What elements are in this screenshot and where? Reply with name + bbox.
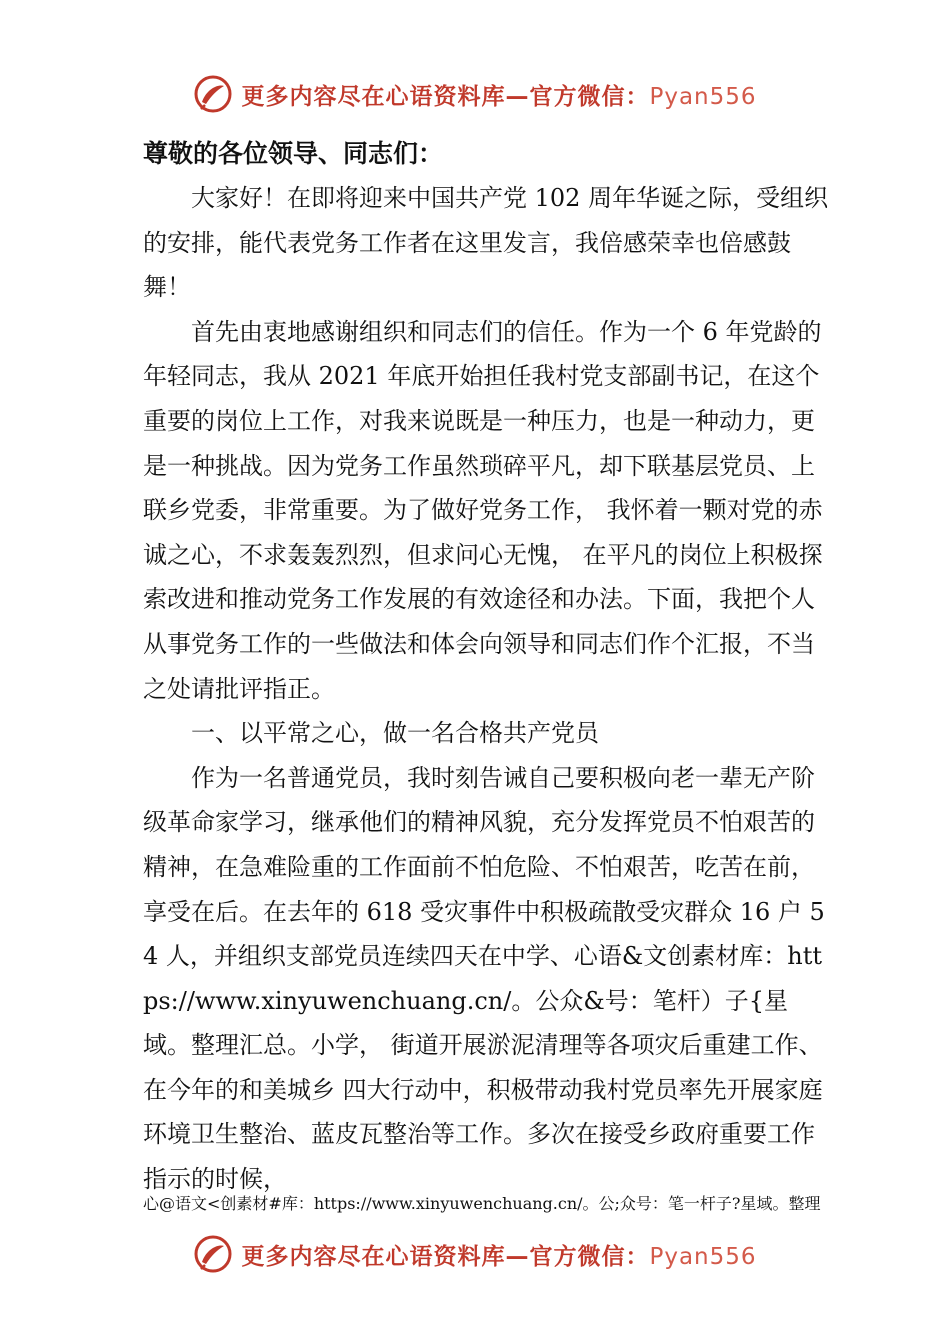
paragraph-thanks: 首先由衷地感谢组织和同志们的信任。作为一个 6 年党龄的年轻同志，我从 2021 年底开始担任我村党支部副书记，在这个重要的岗位上工作，对我来说既是一种压力，也是一种动力，更是一种挑战。因为党务工作虽然琐碎平凡，却下联基层党员、上联乡党委，非常重要。为了做好党务工作， 我怀着一颗对党的赤诚之心，不求轰轰烈烈，但求问心无愧， 在平凡的岗位上积极探索改进和推动党务工作发展的有效途径和办法。下面，我把个人从事党务工作的一些做法和体会向领导和同志们作个汇报，不当之处请批评指正。 [143,317,823,703]
banner-main-text: 更多内容尽在心语资料库—官方微信： [241,1243,650,1270]
section-heading: 一、以平常之心，做一名合格共产党员 [191,719,599,748]
top-banner [0,72,950,116]
paragraph-ordinary-member: 作为一名普通党员，我时刻告诫自己要积极向老一辈无产阶级革命家学习，继承他们的精神风貌，充分发挥党员不怕艰苦的精神，在急难险重的工作面前不怕危险、不怕艰苦，吃苦在前，享受在后。在去年的 618 受灾事件中积极疏散受灾群众 16 户 54 人，并组织支部党员连续四天在中学、心语&文创素材库：https://www.xinyuwenchuang.cn/。公众&号：笔杆）子{星域。整理汇总。小学， 街道开展淤泥清理等各项灾后重建工作、在今年的和美城乡 四大行动中，积极带动我村党员率先开展家庭环境卫生整治、蓝皮瓦整治等工作。多次在接受乡政府重要工作指示的时候， [143,763,825,1194]
banner-wechat-id: Pyan556 [649,83,757,110]
paragraph-greeting: 大家好！在即将迎来中国共产党 102 周年华诞之际，受组织的安排，能代表党务工作者在这里发言，我倍感荣幸也倍感鼓舞！ [143,184,829,302]
footer-note: 心@语文<创素材#库：https://www.xinyuwenchuang.cn/。公;众号：笔一杆子?星域。整理 [143,1194,821,1213]
banner-text [241,78,756,111]
banner-text [241,1238,756,1271]
banner-main-text: 更多内容尽在心语资料库—官方微信： [241,83,650,110]
pen-swirl-icon [193,74,233,114]
bottom-banner [0,1232,950,1276]
document-body [143,132,833,1202]
salutation: 尊敬的各位领导、同志们： [143,139,444,168]
banner-wechat-id: Pyan556 [649,1243,757,1270]
pen-swirl-icon [193,1234,233,1274]
